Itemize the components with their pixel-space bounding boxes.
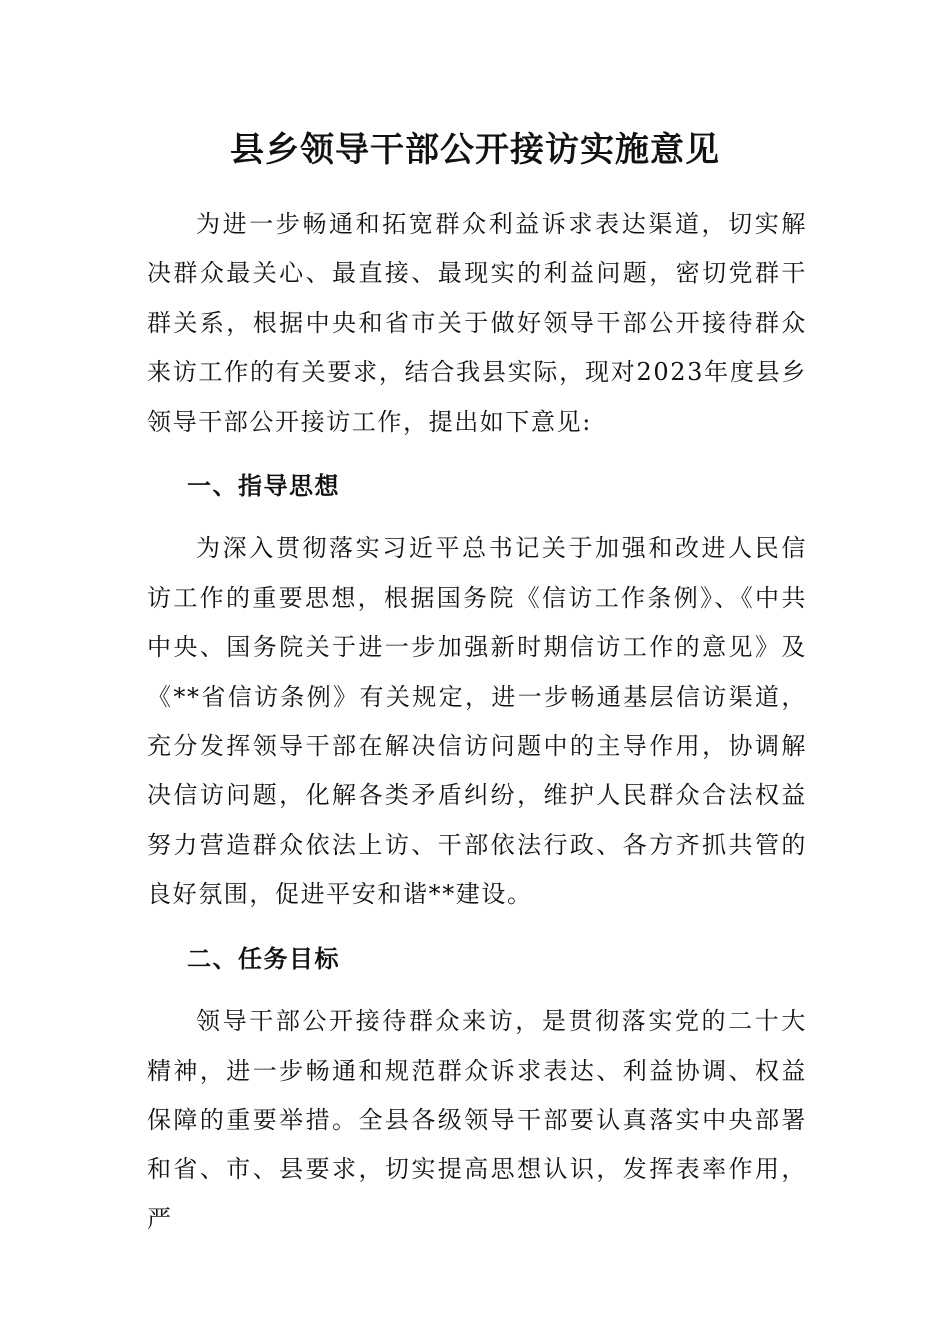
section-paragraph-task-goals — [147, 997, 807, 1244]
document-body — [147, 200, 807, 1244]
section-text-guiding-ideology: 为深入贯彻落实习近平总书记关于加强和改进人民信访工作的重要思想，根据国务院《信访工作条例》、《中共中央、国务院关于进一步加强新时期信访工作的意见》及《**省信访条例》有关规定，进一步畅通基层信访渠道，充分发挥领导干部在解决信访问题中的主导作用，协调解决信访问题，化解各类矛盾纠纷，维护人民群众合法权益努力营造群众依法上访、干部依法行政、各方齐抓共管的良好氛围，促进平安和谐**建设。 — [147, 534, 807, 909]
section-heading-guiding-ideology: 一、指导思想 — [187, 471, 340, 501]
section-heading-task-goals: 二、任务目标 — [187, 943, 340, 973]
intro-paragraph — [147, 200, 807, 447]
document-title: 县乡领导干部公开接访实施意见 — [230, 130, 720, 170]
section-text-task-goals: 领导干部公开接待群众来访，是贯彻落实党的二十大精神，进一步畅通和规范群众诉求表达、利益协调、权益保障的重要举措。全县各级领导干部要认真落实中央部署和省、市、县要求，切实提高思想认识，发挥表率作用，严 — [147, 1007, 807, 1233]
intro-text: 为进一步畅通和拓宽群众利益诉求表达渠道，切实解决群众最关心、最直接、最现实的利益问题，密切党群干群关系，根据中央和省市关于做好领导干部公开接待群众来访工作的有关要求，结合我县实际，现对2023年度县乡领导干部公开接访工作，提出如下意见: — [147, 210, 807, 436]
section-paragraph-guiding-ideology — [147, 524, 807, 919]
